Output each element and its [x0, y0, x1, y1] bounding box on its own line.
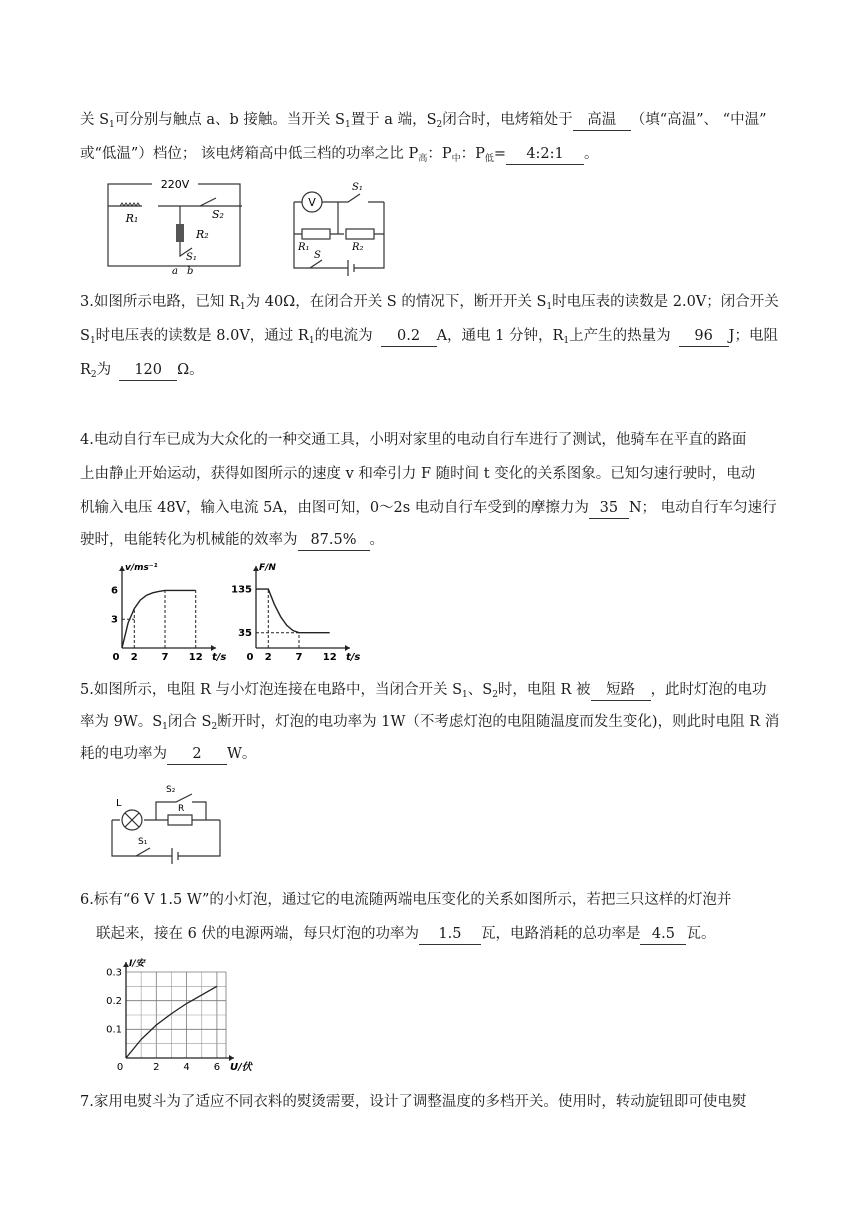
svg-text:S₁: S₁ [138, 837, 148, 847]
oven-circuit-diagram [100, 178, 250, 278]
q2-line1: 关 $S_1$可分别与触点 a、b 接触。当开关 $S_1$置于 a 端，$S_2$闭合时，电烤箱处于 高温 （填“高温”、 “中温” [80, 112, 767, 130]
q6-line1: 6.标有“6 V 1.5 W”的小灯泡，通过它的电流随两端电压变化的关系如图所示，若把三只这样的灯泡并 [80, 892, 732, 908]
q6-line2: 联起来，接在 6 伏的电源两端，每只灯泡的功率为 1.5 瓦，电路消耗的总功率是 4.5 瓦。 [96, 924, 715, 945]
svg-text:a: a [172, 266, 178, 277]
voltmeter-circuit-diagram [288, 178, 398, 278]
y-tick-label: 6 [111, 585, 118, 597]
q3-line2: $S_1$时电压表的读数是 8.0V，通过 $R_1$的电流为 0.2 A，通电 1 分钟，$R_1$上产生的热量为 96 J；电阻 [80, 328, 778, 346]
r1-resistor [302, 229, 330, 239]
s2-switch [200, 198, 216, 206]
x-tick-label: 12 [322, 652, 337, 663]
r-resistor [168, 815, 192, 825]
q2-line2: 或“低温”）档位； 该电烤箱高中低三档的功率之比 $P_高$：$P_中$：$P_低=$ 4:2:1 。 [80, 146, 599, 164]
svg-text:S₁: S₁ [186, 252, 197, 263]
r2-resistor [346, 229, 374, 239]
svg-text:R: R [178, 804, 185, 814]
y-tick-label: 0.3 [106, 967, 122, 979]
answer-blank: 4.5 [640, 924, 686, 945]
y-tick-label: 3 [111, 614, 118, 626]
y-axis-label: v/ms⁻¹ [125, 563, 158, 573]
y-tick-label: 0.1 [106, 1024, 122, 1036]
x-tick-label: 0 [116, 1062, 124, 1073]
x-axis-arrow [345, 645, 350, 651]
x-axis-label: t/s [346, 652, 361, 663]
y-axis-label: F/N [259, 563, 276, 573]
svg-text:V: V [308, 196, 316, 209]
svg-text:b: b [187, 266, 194, 277]
x-axis-label: U/伏 [230, 1062, 252, 1073]
svg-text:R₂: R₂ [352, 242, 364, 253]
svg-text:S₁: S₁ [352, 182, 363, 193]
answer-blank: 0.2 [381, 326, 437, 347]
force-time-chart [230, 562, 360, 668]
x-tick-label: 7 [161, 652, 169, 663]
q4-line4: 驶时，电能转化为机械能的效率为 87.5% 。 [80, 530, 384, 551]
r2-resistor [176, 224, 184, 242]
q5-line3: 耗的电功率为 2 W。 [80, 744, 256, 765]
voltage-label: 220V [160, 178, 190, 191]
answer-blank: 96 [679, 326, 729, 347]
x-tick-label: 2 [153, 1062, 160, 1073]
svg-text:S: S [314, 250, 321, 261]
x-tick-label: 7 [295, 652, 303, 663]
answer-blank: 高温 [573, 110, 631, 131]
current-voltage-chart [104, 954, 264, 1076]
x-tick-label: 0 [112, 652, 120, 663]
q5-line1: 5.如图所示，电阻 R 与小灯泡连接在电路中，当闭合开关 $S_1$、$S_2$时，电阻 R 被 短路 ，此时灯泡的电功 [80, 682, 767, 700]
answer-blank: 1.5 [419, 924, 481, 945]
q3-line3: $R_2$为 120 Ω。 [80, 362, 204, 380]
svg-text:R₁: R₁ [298, 242, 310, 253]
svg-text:S₂: S₂ [166, 785, 176, 795]
answer-blank: 4:2:1 [506, 144, 584, 165]
answer-blank: 2 [167, 744, 227, 765]
x-tick-label: 2 [130, 652, 138, 663]
svg-text:R₂: R₂ [196, 228, 209, 241]
answer-blank: 120 [119, 360, 177, 381]
svg-text:L: L [116, 798, 122, 809]
velocity-time-chart [100, 562, 230, 668]
answer-blank: 35 [589, 498, 629, 519]
svg-text:S₂: S₂ [212, 208, 224, 221]
x-tick-label: 4 [183, 1062, 190, 1073]
answer-blank: 短路 [591, 680, 651, 701]
q4-line1: 4.电动自行车已成为大众化的一种交通工具，小明对家里的电动自行车进行了测试，他骑车在平直的路面 [80, 432, 747, 448]
q5-line2: 率为 9W。$S_1$闭合 $S_2$断开时，灯泡的电功率为 1W（不考虑灯泡的电阻随温度而发生变化)，则此时电阻 R 消 [80, 714, 780, 732]
q7-line1: 7.家用电熨斗为了适应不同衣料的熨烫需要，设计了调整温度的多档开关。使用时，转动旋钮即可使电熨 [80, 1094, 747, 1110]
lamp-circuit-diagram [108, 780, 238, 866]
x-tick-label: 0 [246, 652, 254, 663]
x-axis-arrow [229, 1055, 234, 1061]
y-tick-label: 0.2 [106, 996, 122, 1007]
q3-line1: 3.如图所示电路，已知 $R_1$为 40Ω，在闭合开关 S 的情况下，断开开关 $S_1$时电压表的读数是 2.0V；闭合开关 [80, 294, 779, 312]
q4-line3: 机输入电压 48V，输入电流 5A，由图可知，0～2s 电动自行车受到的摩擦力为 35 N； 电动自行车匀速行 [80, 498, 777, 519]
x-tick-label: 6 [213, 1062, 221, 1073]
x-tick-label: 2 [264, 652, 272, 663]
x-axis-label: t/s [212, 652, 227, 663]
data-curve [256, 589, 330, 633]
svg-text:R₁: R₁ [125, 212, 139, 225]
y-tick-label: 35 [238, 628, 252, 640]
answer-blank: 87.5% [298, 530, 370, 551]
lamp-icon [122, 810, 142, 830]
x-axis-arrow [211, 645, 216, 651]
x-tick-label: 12 [188, 652, 203, 663]
q4-line2: 上由静止开始运动，获得如图所示的速度 v 和牵引力 F 随时间 t 变化的关系图象。已知匀速行驶时，电动 [80, 466, 756, 482]
y-axis-label: I/安 [129, 959, 145, 969]
y-tick-label: 135 [231, 584, 252, 596]
